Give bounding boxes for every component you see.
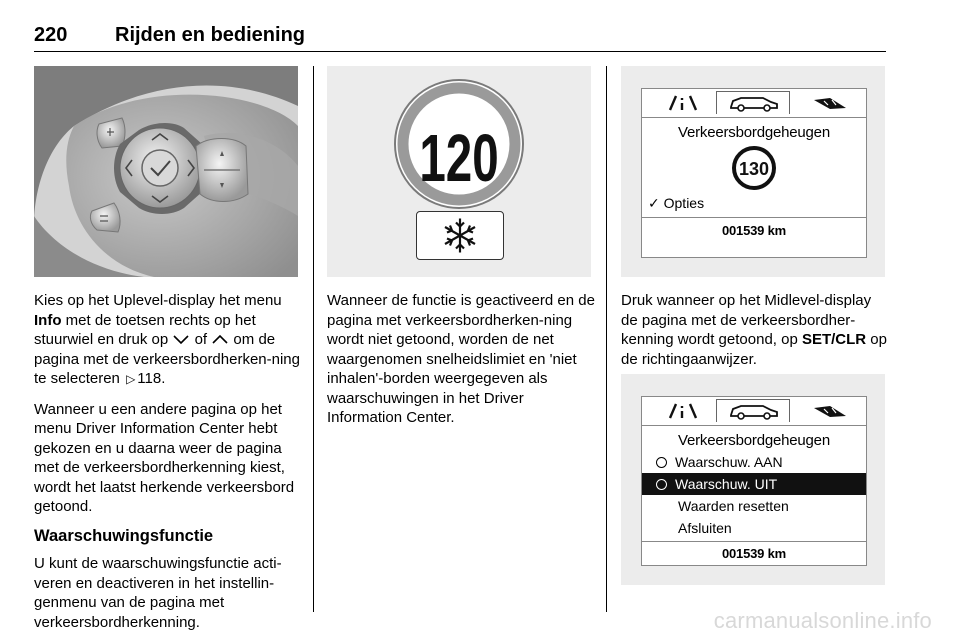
car-icon [717, 92, 789, 114]
column-divider-2 [606, 66, 607, 612]
check-icon: ✓ [648, 195, 660, 211]
options-label: Opties [663, 195, 705, 211]
reference-arrow-icon: ▷ [126, 372, 136, 386]
p1-text-c: om de pagina met de verkeersbordherken-ning te selecteren [34, 331, 300, 387]
column-3-text [621, 291, 887, 379]
speed-sign-image [327, 66, 591, 277]
screen-2-odometer: 001539 km [642, 541, 866, 564]
screen-1-tabs [642, 89, 866, 118]
page-number: 220 [34, 24, 68, 46]
lane-icon [662, 402, 702, 420]
header-rule [34, 51, 886, 52]
paragraph-5 [621, 291, 887, 369]
speed-sign-icon [731, 145, 777, 191]
display-screen-1-image [621, 66, 885, 277]
paragraph-2: Wanneer u een andere pagina op het menu Driver Information Center hebt gekozen en u daarna weer de pagina met de verkeersbordherkenning kiest, wordt het laatst herkende verkeersbord getoond. [34, 400, 295, 515]
screen-1-odometer: 001539 km [642, 217, 866, 241]
steering-wheel-controls-icon [34, 66, 298, 277]
menu-item-warning-on[interactable] [642, 451, 866, 473]
p5-text-a: Druk wanneer op het Midlevel-display de pagina met de verkeersbordher-kenning wordt getoond, op [621, 292, 872, 348]
p5-text-b: op de richtingaanwijzer. [621, 331, 887, 368]
column-2-text [327, 291, 595, 438]
screen-2-tabs [642, 397, 866, 426]
info-menu-label: Info [34, 311, 62, 329]
page-reference: 118. [137, 370, 166, 387]
paragraph-1 [34, 291, 300, 390]
screen-2 [641, 396, 867, 566]
menu-item-exit[interactable]: Afsluiten [678, 520, 732, 536]
car-icon [717, 400, 789, 422]
snowflake-icon [417, 212, 503, 259]
lane-icon [662, 94, 702, 112]
column-divider-1 [313, 66, 314, 612]
road-sign-icon [810, 402, 850, 420]
menu-item-reset-values[interactable]: Waarden resetten [678, 498, 789, 514]
paragraph-4: Wanneer de functie is geactiveerd en de pagina met verkeersbordherken-ning wordt niet getoond, worden de net waargenomen snelheidslimiet en 'niet inhalen'-borden weergegeven als waarschuwingen in het Driver Information Center. [327, 292, 595, 426]
watermark: carmanualsonline.info [713, 608, 932, 633]
menu-item-label: Waarschuw. UIT [675, 476, 778, 492]
screen-1-sign-value: 130 [738, 159, 770, 179]
radio-icon [656, 457, 667, 468]
screen-1-tab-active [716, 91, 790, 114]
screen-2-tab-active [716, 399, 790, 422]
chevron-down-icon [172, 333, 190, 345]
radio-icon [656, 479, 667, 490]
section-heading: Waarschuwingsfunctie [34, 526, 214, 545]
steering-wheel-image [34, 66, 298, 277]
p1-text-b: met de toetsen rechts op het stuurwiel en druk op [34, 311, 256, 348]
p1-text-of: of [190, 331, 212, 348]
menu-item-label: Waarschuw. AAN [675, 454, 783, 470]
screen-1-title: Verkeersbordgeheugen [678, 124, 830, 141]
set-clr-button-label: SET/CLR [801, 331, 867, 348]
speed-limit-value: 120 [419, 122, 499, 196]
display-screen-2-image [621, 374, 885, 585]
snowflake-sign [416, 211, 504, 260]
chevron-up-icon [211, 333, 229, 345]
column-1-text [34, 291, 300, 642]
p1-text-a: Kies op het Uplevel-display het menu [34, 292, 282, 309]
paragraph-3: U kunt de waarschuwingsfunctie acti-veren en deactiveren in het instellin-genmenu van de pagina met verkeersbordherkenning. [34, 555, 282, 631]
road-sign-icon [810, 94, 850, 112]
menu-item-warning-off[interactable] [642, 473, 866, 495]
screen-1 [641, 88, 867, 258]
screen-2-title: Verkeersbordgeheugen [678, 432, 830, 449]
page-title: Rijden en bediening [115, 24, 306, 46]
options-row[interactable] [642, 195, 866, 217]
